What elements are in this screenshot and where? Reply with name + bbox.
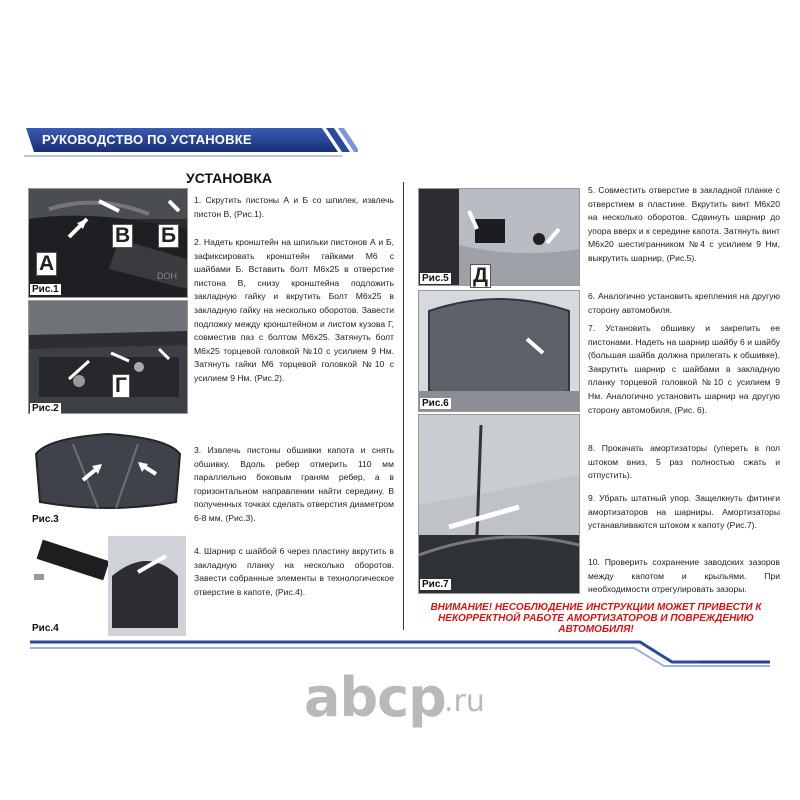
photo-fig3 [28,424,186,526]
section-title: УСТАНОВКА [186,170,273,186]
step-10: 10. Проверить сохранение заводских зазоров между капотом и крыльями. При необходимости отрегулировать зазоры. [588,557,780,595]
figure-label-4: Рис.4 [32,623,59,634]
step-3: 3. Извлечь пистоны обшивки капота и снять обшивку. Вдоль ребер отмерить 110 мм параллельно боковым граням ребер, а в горизонтальном направлении найти середину. В полученных точках сделать отверстия диаметром 6-8 мм, (Рис.3). [194,445,394,523]
step-9: 9. Убрать штатный упор. Защелкнуть фитинги амортизаторов на шарниры. Амортизаторы устанавливаются штоком к капоту (Рис.7). [588,493,780,531]
figure-label-6: Рис.6 [422,398,449,409]
photo-fig6 [418,290,580,412]
letter-g: Г [112,374,130,398]
letter-v: В [112,224,133,248]
figure-label-2: Рис.2 [32,403,59,414]
header-banner [22,126,358,164]
hood-installed-image [419,291,579,411]
letter-d: Д [470,264,491,288]
photo-fig2 [28,300,188,414]
letter-b: Б [158,224,179,248]
figure-label-5: Рис.5 [422,273,449,284]
photo-fig5 [418,188,580,286]
figure-label-3: Рис.3 [32,514,59,525]
warning-text: ВНИМАНИЕ! НЕСОБЛЮДЕНИЕ ИНСТРУКЦИИ МОЖЕТ ПРИВЕСТИ К НЕКОРРЕКТНОЙ РАБОТЕ АМОРТИЗАТОРОВ И ПОВРЕЖДЕНИЮ АВТОМОБИЛЯ! [430,602,762,635]
bracket-mount-image [29,301,187,413]
step-7: 7. Установить обшивку и закрепить ее пистонами. Надеть на шарнир шайбу 6 и шайбу (большая шайба должна прилегать к обшивке). Закрутить шарнир с шайбами в закладную планку торцевой головкой №10 с усилием 9 Нм. Аналогично установить шарнир на другую сторону автомобиля, (Рис. 6). [588,323,780,415]
step-8: 8. Прокачать амортизаторы (упереть в пол штоком вниз, 5 раз полностью сжать и отпустить). [588,443,780,481]
abcp-logo-suffix: .ru [444,684,485,719]
photo-fig4 [28,536,186,636]
svg-text:DOH: DOH [157,271,177,281]
hood-liner-image [28,424,186,526]
abcp-logo: abcp [304,666,446,729]
step-4: 4. Шарнир с шайбой 6 через пластину вкрутить в закладную планку на несколько оборотов. Завести собранные элементы в технологическое отверстие в капоте, (Рис.4). [194,546,394,597]
strut-installed-image [419,415,579,593]
figure-label-7: Рис.7 [422,579,449,590]
figure-label-1: Рис.1 [32,284,59,295]
letter-a: А [36,252,57,276]
step-2: 2. Надеть кронштейн на шпильки пистонов А и Б, зафиксировать кронштейн гайками М6 с шайбами Б. Вставить болт М6х25 в отверстие пистона В, снизу кронштейна подложить закладную гайку и вкрутить Болт М6х25 в закладную гайку на несколько оборотов. Завести подложку между кронштейном и листом кузова Г, совместив паз с болтом М6х25. Затянуть болт М6х25 торцевой головкой №10 с усилием 9 Нм. Затянуть гайки М6 торцевой головкой №10 с усилием 9 Нм. (Рис.2). [194,237,394,383]
hinge-plate-image [28,536,186,636]
page-title: РУКОВОДСТВО ПО УСТАНОВКЕ [42,132,252,147]
photo-fig7 [418,414,580,594]
step-1: 1. Скрутить пистоны А и Б со шпилек, извлечь пистон В, (Рис.1). [194,195,394,219]
hinge-mount-image [419,189,579,285]
step-6: 6. Аналогично установить крепления на другую сторону автомобиля. [588,291,780,315]
column-divider [403,182,404,630]
step-5: 5. Совместить отверстие в закладной планке с отверстием в пластине. Вкрутить винт М6х20 на несколько оборотов. Сдвинуть шарнир до упора вверх и к середине капота. Затянуть винт М6х20 шестигранником №4 с усилием 9 Нм, выкрутить шарнир, (Рис.5). [588,185,780,263]
